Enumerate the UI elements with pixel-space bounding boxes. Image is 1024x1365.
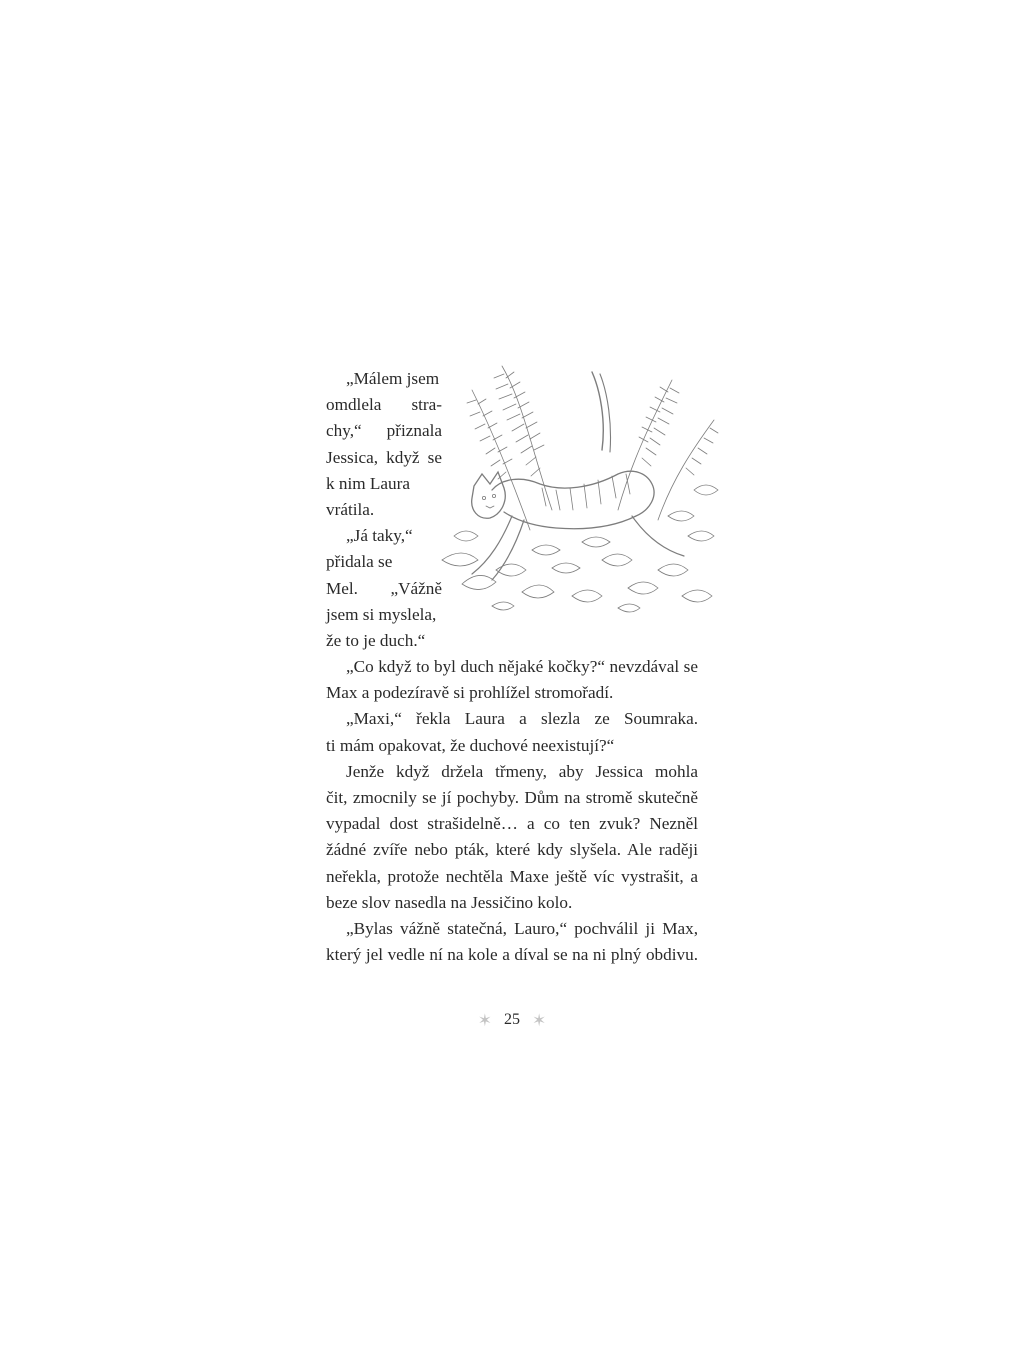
text-line: Jessica, když se (326, 447, 442, 467)
text-line: žádné zvíře nebo pták, které kdy slyšela. Ale raději (326, 840, 698, 860)
text-line: vypadal dost strašidelně… a co ten zvuk? Nezněl (326, 814, 698, 834)
text-line: „Maxi,“ řekla Laura a slezla ze Soumraka. (346, 709, 698, 729)
text-line: chy,“ přiznala (326, 421, 442, 441)
paragraph-full-3 (326, 759, 698, 916)
text-line: omdlela stra- (326, 395, 442, 415)
text-line: neřekla, protože nechtěla Maxe ještě víc vystrašit, a (326, 866, 698, 886)
text-line: Max a podezíravě si prohlížel stromořadí. (326, 683, 614, 703)
text-line: čit, zmocnily se jí pochyby. Dům na stromě skutečně (326, 788, 698, 807)
text-line: „Já taky,“ (346, 526, 413, 546)
paragraph-left-1 (326, 366, 442, 523)
text-line: ti mám opakovat, že duchové neexistují?“ (326, 735, 615, 755)
paragraph-full-2 (326, 706, 698, 758)
paragraph-full-4 (326, 916, 698, 968)
star-ornament-icon: ✶ (477, 1010, 492, 1030)
text-line: který jel vedle ní na kole a díval se na ni plný obdivu. (326, 945, 698, 965)
text-line: Jenže když držela třmeny, aby Jessica mohla (346, 761, 698, 781)
text-line: „Co když to byl duch nějaké kočky?“ nevzdával se (346, 657, 698, 677)
text-line: „Bylas vážně statečná, Lauro,“ pochválil ji Max, (346, 918, 698, 938)
text-line: vrátila. (326, 499, 375, 519)
text-line: přidala se (326, 552, 393, 572)
paragraph-left-2 (326, 523, 442, 654)
page-number: 25 (504, 1011, 520, 1028)
body-text (326, 366, 698, 968)
page-footer (470, 1008, 554, 1032)
text-line: že to je duch.“ (326, 630, 426, 650)
text-line: k nim Laura (326, 473, 410, 493)
text-line: jsem si myslela, (326, 604, 437, 624)
star-ornament-icon: ✶ (532, 1010, 547, 1030)
paragraph-full-1 (326, 654, 698, 706)
text-line: Mel. „Vážně (326, 578, 442, 598)
text-line: „Málem jsem (346, 369, 440, 388)
text-line: beze slov nasedla na Jessičino kolo. (326, 892, 573, 912)
